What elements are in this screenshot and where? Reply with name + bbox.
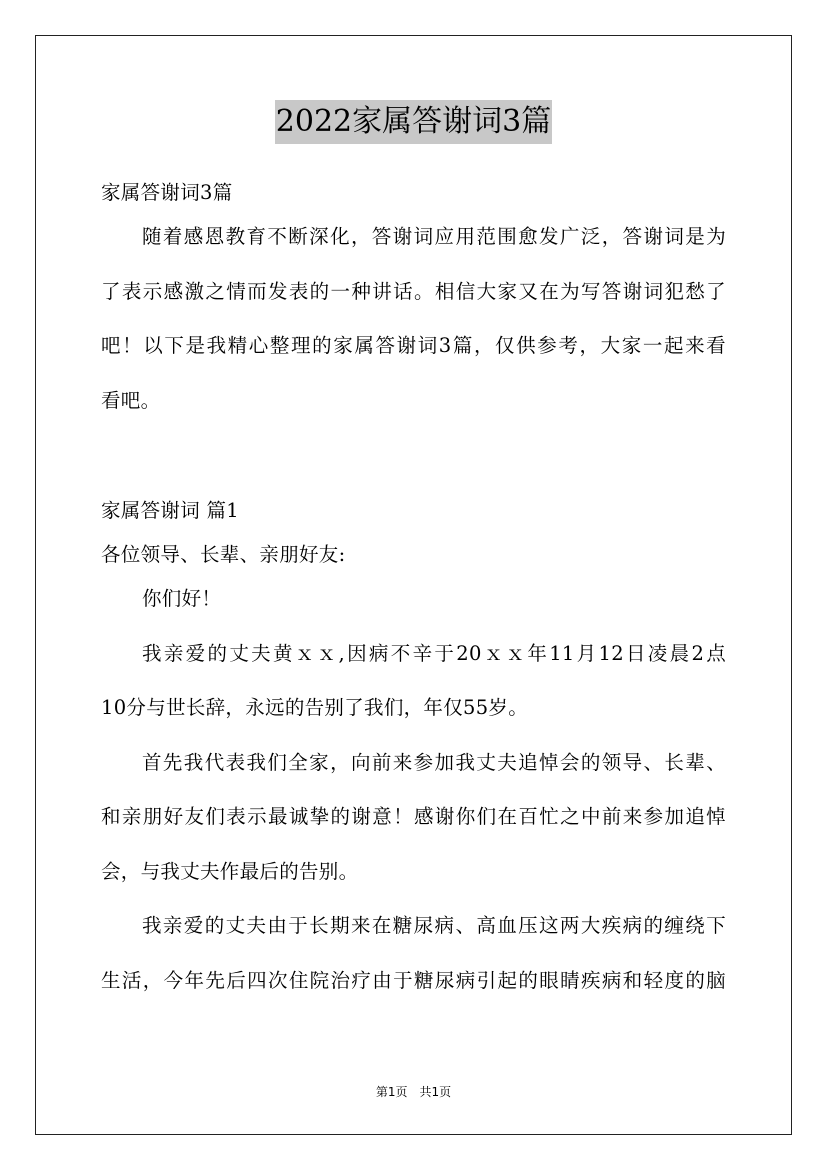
salutation: 各位领导、长辈、亲朋好友: — [101, 543, 346, 566]
section-heading: 家属答谢词 篇1 — [101, 499, 240, 522]
intro-line: 了表示感激之情而发表的一种讲话。相信大家又在为写答谢词犯愁了 — [101, 279, 726, 303]
paragraph-line: 生活，今年先后四次住院治疗由于糖尿病引起的眼睛疾病和轻度的脑 — [101, 968, 726, 992]
document-body — [101, 170, 726, 1012]
title-wrap — [0, 100, 827, 144]
intro-line: 随着感恩教育不断深化，答谢词应用范围愈发广泛，答谢词是为 — [142, 225, 726, 248]
paragraph-line: 我亲爱的丈夫黄ｘｘ,因病不辛于20ｘｘ年11月12日凌晨2点 — [142, 641, 726, 665]
paragraph-line: 首先我代表我们全家，向前来参加我丈夫追悼会的领导、长辈、 — [142, 750, 726, 774]
paragraph-line: 会，与我丈夫作最后的告别。 — [101, 859, 359, 883]
paragraph-line: 我亲爱的丈夫由于长期来在糖尿病、高血压这两大疾病的缠绕下 — [142, 914, 726, 937]
intro-line: 吧！以下是我精心整理的家属答谢词3篇，仅供参考，大家一起来看 — [101, 334, 726, 357]
subtitle: 家属答谢词3篇 — [101, 181, 233, 204]
paragraph-line: 10分与世长辞，永远的告别了我们，年仅55岁。 — [101, 696, 529, 719]
blank-line — [101, 432, 726, 488]
document-title: 2022家属答谢词3篇 — [275, 100, 552, 144]
intro-line: 看吧。 — [101, 388, 161, 412]
greeting: 你们好！ — [142, 587, 222, 610]
page-footer: 第1页 共1页 — [375, 1085, 452, 1099]
paragraph-line: 和亲朋好友们表示最诚挚的谢意！感谢你们在百忙之中前来参加追悼 — [101, 805, 726, 828]
